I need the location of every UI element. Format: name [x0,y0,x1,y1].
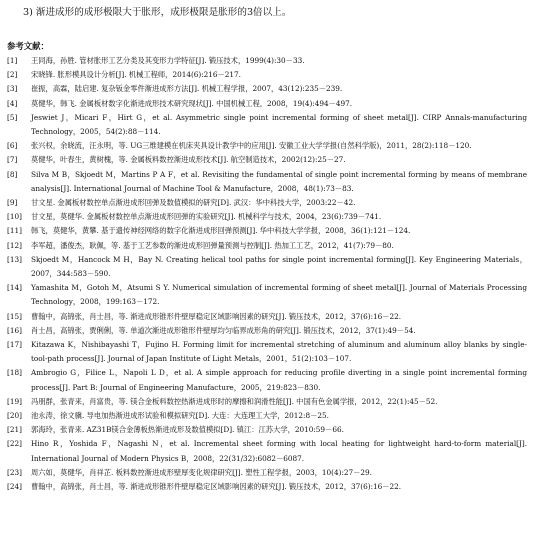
reference-item [7,111,527,139]
reference-number: [10] [7,212,22,222]
reference-text: 莫健华，韩飞. 金属板材数字化渐进成形技术研究现状[J]. 中国机械工程，2008，19(4):494－497. [31,98,353,108]
reference-number: [12] [7,240,22,250]
reference-text: Yamashita M，Gotoh M，Atsumi S Y. Numerical simulation of incremental forming of sheet metal[J]. Journal of Materials Processing Technology，2008，199:163－172. [31,283,527,307]
reference-number: [5] [7,112,18,122]
reference-text: 韩飞，莫健华，黄攀. 基于遗传神经网络的数字化渐进成形回弹预测[J]. 华中科技大学学报，2008，36(1):121－124. [31,226,411,236]
reference-list [7,54,527,494]
reference-text: 宋晓锋. 胀形模具设计分析[J]. 机械工程师，2014(6):216－217. [31,70,241,80]
reference-item [7,239,527,253]
reference-item [7,54,527,68]
reference-item [7,437,527,465]
reference-text: 曹翰中，高锦张，肖士昌，等. 渐进成形锥形件壁厚稳定区域影响因素的研究[J]. 锻压技术，2012，37(6):16－22. [31,482,402,492]
conclusion-text: 3) 渐进成形的成形极限大于胀形，成形极限是胀形的3倍以上。 [23,7,292,18]
reference-item [7,310,527,324]
reference-item [7,338,527,366]
reference-number: [18] [7,368,22,378]
reference-item [7,97,527,111]
reference-number: [15] [7,311,22,321]
reference-text: 冯朋群，张青来，肖富贵，等. 镁合金板料数控热渐进成形时的摩擦和润滑性能[J]. 中国有色金属学报，2012，22(1):45－52. [31,396,438,406]
reference-number: [1] [7,56,18,65]
reference-item [7,139,527,153]
reference-item [7,281,527,309]
reference-text: Kitazawa K，Nishibayashi T，Fujino H. Forming limit for incremental stretching of aluminum and aluminum alloy blanks by single-tool-path process[J]. Journal of Japan Institute of Light Metals，2001，51(2):103－107. [31,340,527,364]
reference-text: Silva M B，Skjoedt M，Martins P A F，et al. Revisiting the fundamental of single point incremental forming by means of membrane analysis[J]. International Journal of Machine Tool & Manufacture，2008，48(1):73－83. [31,169,527,193]
reference-text: 甘文星. 金属板材数控单点渐进成形回弹及数值模拟的研究[D]. 武汉：华中科技大学，2003:22－42. [31,198,356,208]
reference-number: [14] [7,283,22,293]
reference-number: [17] [7,340,22,350]
reference-text: 周六如，莫健华，肖祥芷. 板料数控渐进成形壁厚变化规律研究[J]. 塑性工程学报，2003，10(4):27－29. [31,467,372,477]
reference-number: [2] [7,70,18,80]
reference-number: [19] [7,396,22,406]
reference-item [7,210,527,224]
reference-text: 甘文星，莫健华. 金属板材数控单点渐进成形回弹的实验研究[J]. 机械科学与技术，2004，23(6):739－741. [31,212,382,222]
reference-number: [23] [7,467,22,477]
reference-item [7,480,527,494]
reference-item [7,224,527,238]
reference-number: [6] [7,141,18,151]
reference-text: Hino R，Yoshida F，Nagashi N，et al. Incremental sheet forming with local heating for lightweight hard-to-form material[J]. International Journal of Modern Physics B，2008，22(31/32):6082－6087. [31,439,527,463]
reference-text: Jeswiet J，Micari F，Hirt G，et al. Asymmetric single point incremental forming of sheet metal[J]. CIRP Annals-manufacturing Technology，2005，54(2):88－114. [31,112,527,137]
reference-text: 张兴权，余晓流，汪永明，等. UG三维建模在机床夹具设计教学中的应用[J]. 安徽工业大学学报(自然科学版)，2011，28(2):118－120. [31,141,472,151]
reference-item [7,324,527,338]
reference-text: 郭海玲，张青来. AZ31B镁合金薄板热渐进成形及数值模拟[D]. 镇江：江苏大学，2010:59－66. [31,425,344,435]
reference-number: [24] [7,482,22,492]
reference-item [7,196,527,210]
reference-text: 曹翰中，高锦张，肖士昌，等. 渐进成形锥形件壁厚稳定区域影响因素的研究[J]. 锻压技术，2012，37(6):16－22. [31,311,402,321]
reference-item [7,253,527,281]
reference-item [7,68,527,82]
reference-item [7,168,527,196]
reference-text: 池永涛，徐文骥. 导电加热渐进成形试验和模拟研究[D]. 大连：大连理工大学，2012:8－25. [31,411,329,421]
reference-item [7,366,527,394]
reference-text: 李军超，潘俊杰，耿佩，等. 基于工艺参数的渐进成形回弹量预测与控制[J]. 热加工工艺，2012，41(7):79－80. [31,240,394,250]
reference-number: [21] [7,425,22,435]
reference-item [7,82,527,96]
reference-number: [16] [7,325,22,335]
references-heading: 参考文献： [7,41,49,51]
reference-text: 莫健华，叶春生，黄树槐，等. 金属板料数控渐进成形技术[J]. 航空制造技术，2002(12):25－27. [31,155,346,165]
reference-number: [13] [7,254,22,264]
reference-number: [9] [7,198,18,208]
reference-number: [20] [7,411,22,421]
reference-number: [8] [7,169,18,179]
reference-item [7,395,527,409]
reference-number: [3] [7,84,18,94]
reference-number: [22] [7,439,22,449]
reference-number: [4] [7,98,18,108]
reference-text: 崔振，高霖，陆启建. 复杂钣金零件渐进成形方法[J]. 机械工程学报，2007，43(12):235－239. [31,84,343,94]
reference-number: [7] [7,155,18,165]
reference-item [7,423,527,437]
reference-number: [11] [7,226,22,236]
reference-text: 肖士昌，高锦张，贾俐俐，等. 单道次渐进成形锥形件壁厚均匀临界成形角的研究[J]. 锻压技术，2012，37(1):49－54. [31,325,416,335]
reference-item [7,153,527,167]
reference-item [7,409,527,423]
reference-text: Ambrogio G，Filice L，Napoli L D，et al. A simple approach for reducing profile diverting in a single point incremental forming process[J]. Part B: Journal of Engineering Manufacture，2005，219:823－830. [31,368,527,392]
reference-item [7,466,527,480]
reference-text: Skjoedt M，Hancock M H，Bay N. Creating helical tool paths for single point incremental forming[J]. Key Engineering Materials，2007，344:583－590. [31,254,527,279]
reference-text: 王同海，孙胜. 管材胀形工艺分类及其变形力学特征[J]. 锻压技术，1999(4):30－33. [31,56,305,65]
